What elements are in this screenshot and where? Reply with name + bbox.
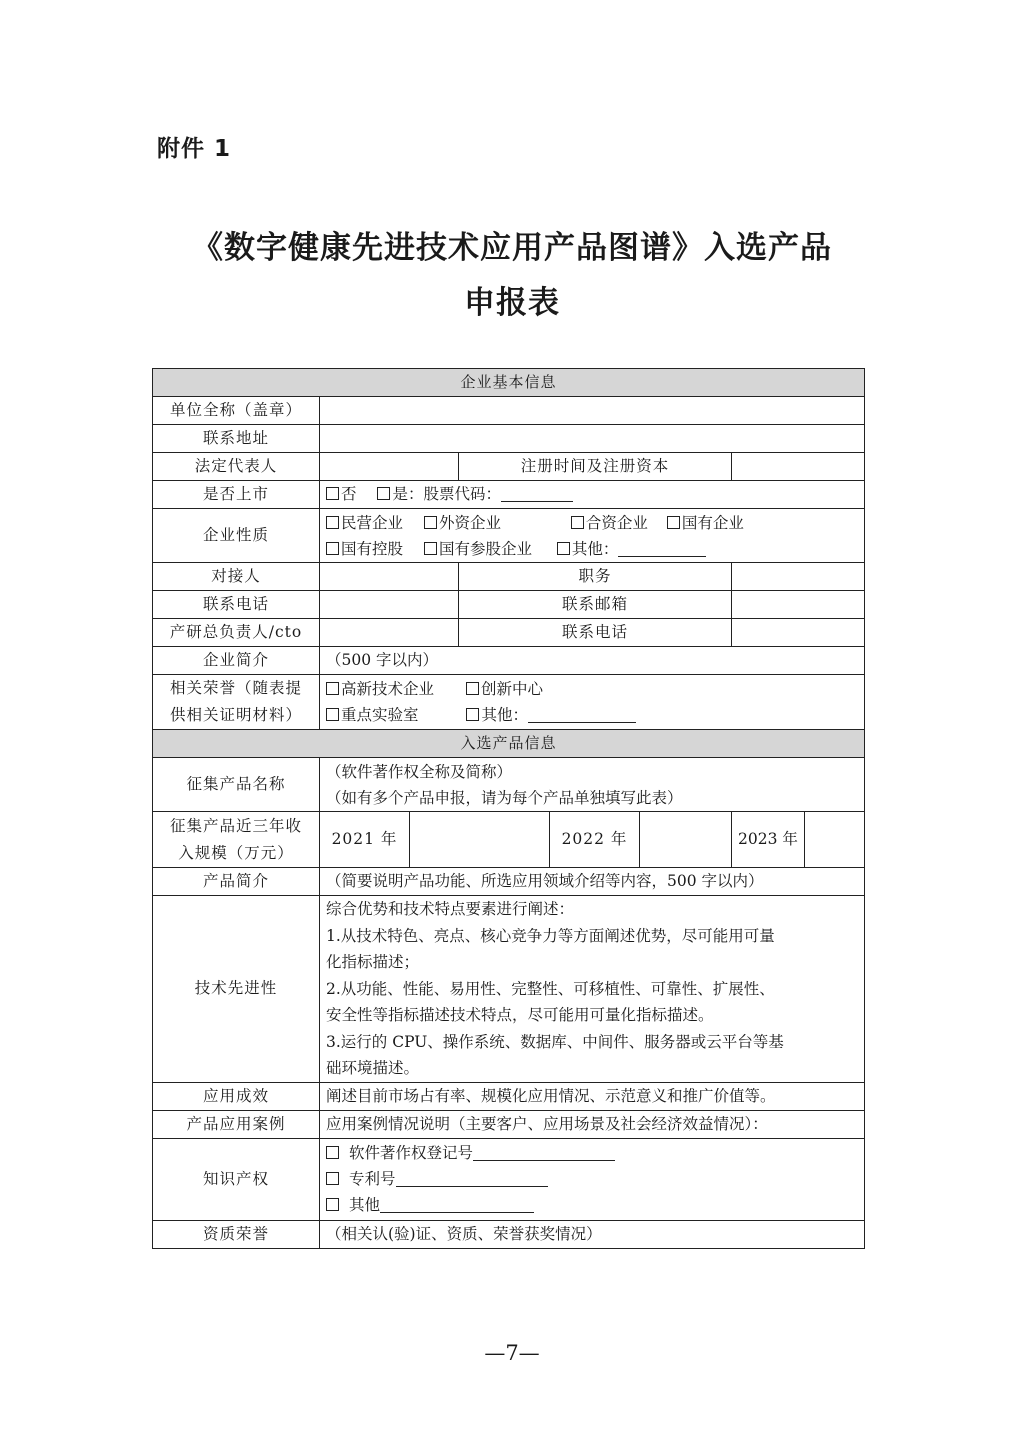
advanced-line: 化指标描述； (326, 953, 420, 971)
ip-option-patent[interactable] (326, 1166, 858, 1192)
listed-yes-label: 是：股票代码： (392, 485, 501, 503)
copyright-number-blank[interactable] (473, 1142, 615, 1161)
nature-option-label: 其他： (571, 539, 619, 558)
contact-field[interactable] (320, 563, 459, 591)
nature-option-label: 合资企业 (585, 513, 648, 532)
honor-option-label: 重点实验室 (341, 706, 419, 724)
nature-option-label: 国有控股 (341, 539, 404, 558)
listed-no-label: 否 (341, 485, 357, 503)
advanced-line: 综合优势和技术特点要素进行阐述： (326, 900, 575, 918)
profile-field[interactable]: （500 字以内） (320, 647, 865, 675)
product-name-field[interactable] (320, 758, 865, 812)
intro-label: 产品简介 (153, 868, 320, 896)
ip-option-copyright[interactable] (326, 1140, 858, 1166)
advanced-line: 安全性等指标描述技术特点，尽可能用可量化指标描述。 (326, 1006, 714, 1024)
rd-phone-field[interactable] (732, 619, 865, 647)
nature-option-label: 外资企业 (438, 513, 501, 532)
advanced-line: 3.运行的 CPU、操作系统、数据库、中间件、服务器或云平台等基 (326, 1032, 784, 1051)
rd-phone-label: 联系电话 (459, 619, 732, 647)
product-name-label: 征集产品名称 (153, 758, 320, 812)
quals-field[interactable]: （相关认(验)证、资质、荣誉获奖情况） (320, 1220, 865, 1248)
checkbox-icon (571, 516, 584, 529)
section-product-info-header: 入选产品信息 (153, 730, 865, 758)
rd-head-label: 产研总负责人/cto (153, 619, 320, 647)
ip-option-label: 专利号 (349, 1170, 396, 1188)
attachment-label: 附件 1 (157, 136, 232, 162)
year-2023-group (732, 812, 865, 868)
nature-option-state[interactable] (667, 510, 744, 536)
email-label: 联系邮箱 (459, 591, 732, 619)
nature-option-other[interactable] (557, 536, 707, 562)
cases-field[interactable]: 应用案例情况说明（主要客户、应用场景及社会经济效益情况）： (320, 1110, 865, 1138)
advanced-line: 础环境描述。 (326, 1059, 420, 1077)
nature-option-state-share[interactable] (424, 536, 532, 562)
honors-label (153, 675, 320, 730)
listed-yes-checkbox[interactable] (377, 481, 573, 508)
year-2023-label (640, 812, 732, 868)
nature-other-blank[interactable] (618, 538, 706, 557)
checkbox-icon (424, 542, 437, 555)
honors-label-line2: 供相关证明材料） (169, 706, 302, 724)
phone-field[interactable] (320, 591, 459, 619)
checkbox-icon (326, 1198, 339, 1211)
listed-no-checkbox[interactable] (326, 481, 357, 508)
ip-options (320, 1138, 865, 1220)
ip-other-blank[interactable] (380, 1194, 534, 1213)
product-name-hint1: （软件著作权全称及简称） (326, 762, 513, 781)
revenue-label (153, 812, 320, 868)
nature-option-state-holding[interactable] (326, 536, 403, 562)
advanced-label: 技术先进性 (153, 896, 320, 1083)
unit-name-field[interactable] (320, 397, 865, 425)
unit-name-label: 单位全称（盖章） (153, 397, 320, 425)
reg-time-capital-label: 注册时间及注册资本 (459, 453, 732, 481)
position-field[interactable] (732, 563, 865, 591)
revenue-label-line1: 征集产品近三年收 (169, 816, 302, 835)
year-2022-label: 2022 年 (550, 812, 640, 868)
quals-label: 资质荣誉 (153, 1220, 320, 1248)
nature-option-label: 国有企业 (681, 513, 744, 532)
results-field[interactable]: 阐述目前市场占有率、规模化应用情况、示范意义和推广价值等。 (320, 1082, 865, 1110)
nature-option-private[interactable] (326, 510, 403, 536)
ip-option-label: 软件著作权登记号 (349, 1144, 474, 1162)
year-2021-label: 2021 年 (320, 812, 410, 868)
checkbox-icon (326, 542, 339, 555)
advanced-line: 2.从功能、性能、易用性、完整性、可移植性、可靠性、扩展性、 (326, 979, 775, 998)
rd-head-field[interactable] (320, 619, 459, 647)
nature-option-joint[interactable] (571, 510, 648, 536)
honor-option-keylab[interactable] (326, 702, 419, 728)
honor-option-other[interactable] (466, 702, 636, 728)
year-2023-field[interactable] (804, 812, 864, 867)
form-subtitle: 申报表 (464, 285, 560, 321)
nature-option-label: 国有参股企业 (438, 539, 532, 558)
intro-field[interactable]: （简要说明产品功能、所选应用领域介绍等内容，500 字以内） (320, 868, 865, 896)
contact-label: 对接人 (153, 563, 320, 591)
position-label: 职务 (459, 563, 732, 591)
honor-option-label: 其他： (481, 706, 528, 724)
checkbox-icon (667, 516, 680, 529)
listed-options (320, 481, 865, 509)
checkbox-icon (326, 1172, 339, 1185)
checkbox-icon (326, 487, 339, 500)
legal-rep-label: 法定代表人 (153, 453, 320, 481)
checkbox-icon (326, 708, 339, 721)
phone-label: 联系电话 (153, 591, 320, 619)
honors-label-line1: 相关荣誉（随表提 (169, 679, 302, 697)
nature-option-label: 民营企业 (341, 513, 404, 532)
advanced-line: 1.从技术特色、亮点、核心竞争力等方面阐述优势，尽可能用可量 (326, 926, 775, 945)
section-company-info-header: 企业基本信息 (153, 369, 865, 397)
ip-option-other[interactable] (326, 1192, 858, 1218)
checkbox-icon (377, 487, 390, 500)
checkbox-icon (466, 682, 479, 695)
legal-rep-field[interactable] (320, 453, 459, 481)
checkbox-icon (326, 682, 339, 695)
product-name-hint2: （如有多个产品申报，请为每个产品单独填写此表） (326, 788, 683, 807)
revenue-label-line2: 入规模（万元） (178, 843, 294, 862)
profile-label: 企业简介 (153, 647, 320, 675)
patent-number-blank[interactable] (396, 1168, 548, 1187)
email-field[interactable] (732, 591, 865, 619)
page-number: —7— (484, 1341, 540, 1365)
checkbox-icon (326, 1146, 339, 1159)
listed-label: 是否上市 (153, 481, 320, 509)
reg-time-capital-field[interactable] (732, 453, 865, 481)
honor-option-label: 创新中心 (480, 680, 543, 698)
ip-label: 知识产权 (153, 1138, 320, 1220)
year-2021-field[interactable] (410, 812, 550, 868)
checkbox-icon (466, 708, 479, 721)
stock-code-blank[interactable] (501, 483, 573, 502)
honor-option-label: 高新技术企业 (341, 680, 435, 698)
honors-options (320, 675, 865, 730)
form-title: 《数字健康先进技术应用产品图谱》入选产品 (192, 230, 832, 266)
nature-option-foreign[interactable] (424, 510, 501, 536)
nature-options (320, 509, 865, 563)
honor-other-blank[interactable] (528, 704, 636, 723)
honor-option-innovation[interactable] (466, 676, 543, 702)
ip-option-label: 其他 (349, 1196, 381, 1214)
address-label: 联系地址 (153, 425, 320, 453)
address-field[interactable] (320, 425, 865, 453)
checkbox-icon (424, 516, 437, 529)
cases-label: 产品应用案例 (153, 1110, 320, 1138)
checkbox-icon (557, 542, 570, 555)
advanced-field[interactable] (320, 896, 865, 1083)
checkbox-icon (326, 516, 339, 529)
honor-option-hightech[interactable] (326, 676, 434, 702)
nature-label: 企业性质 (153, 509, 320, 563)
year-2023-text: 2023 年 (732, 812, 804, 867)
application-form-table (152, 368, 865, 1249)
results-label: 应用成效 (153, 1082, 320, 1110)
